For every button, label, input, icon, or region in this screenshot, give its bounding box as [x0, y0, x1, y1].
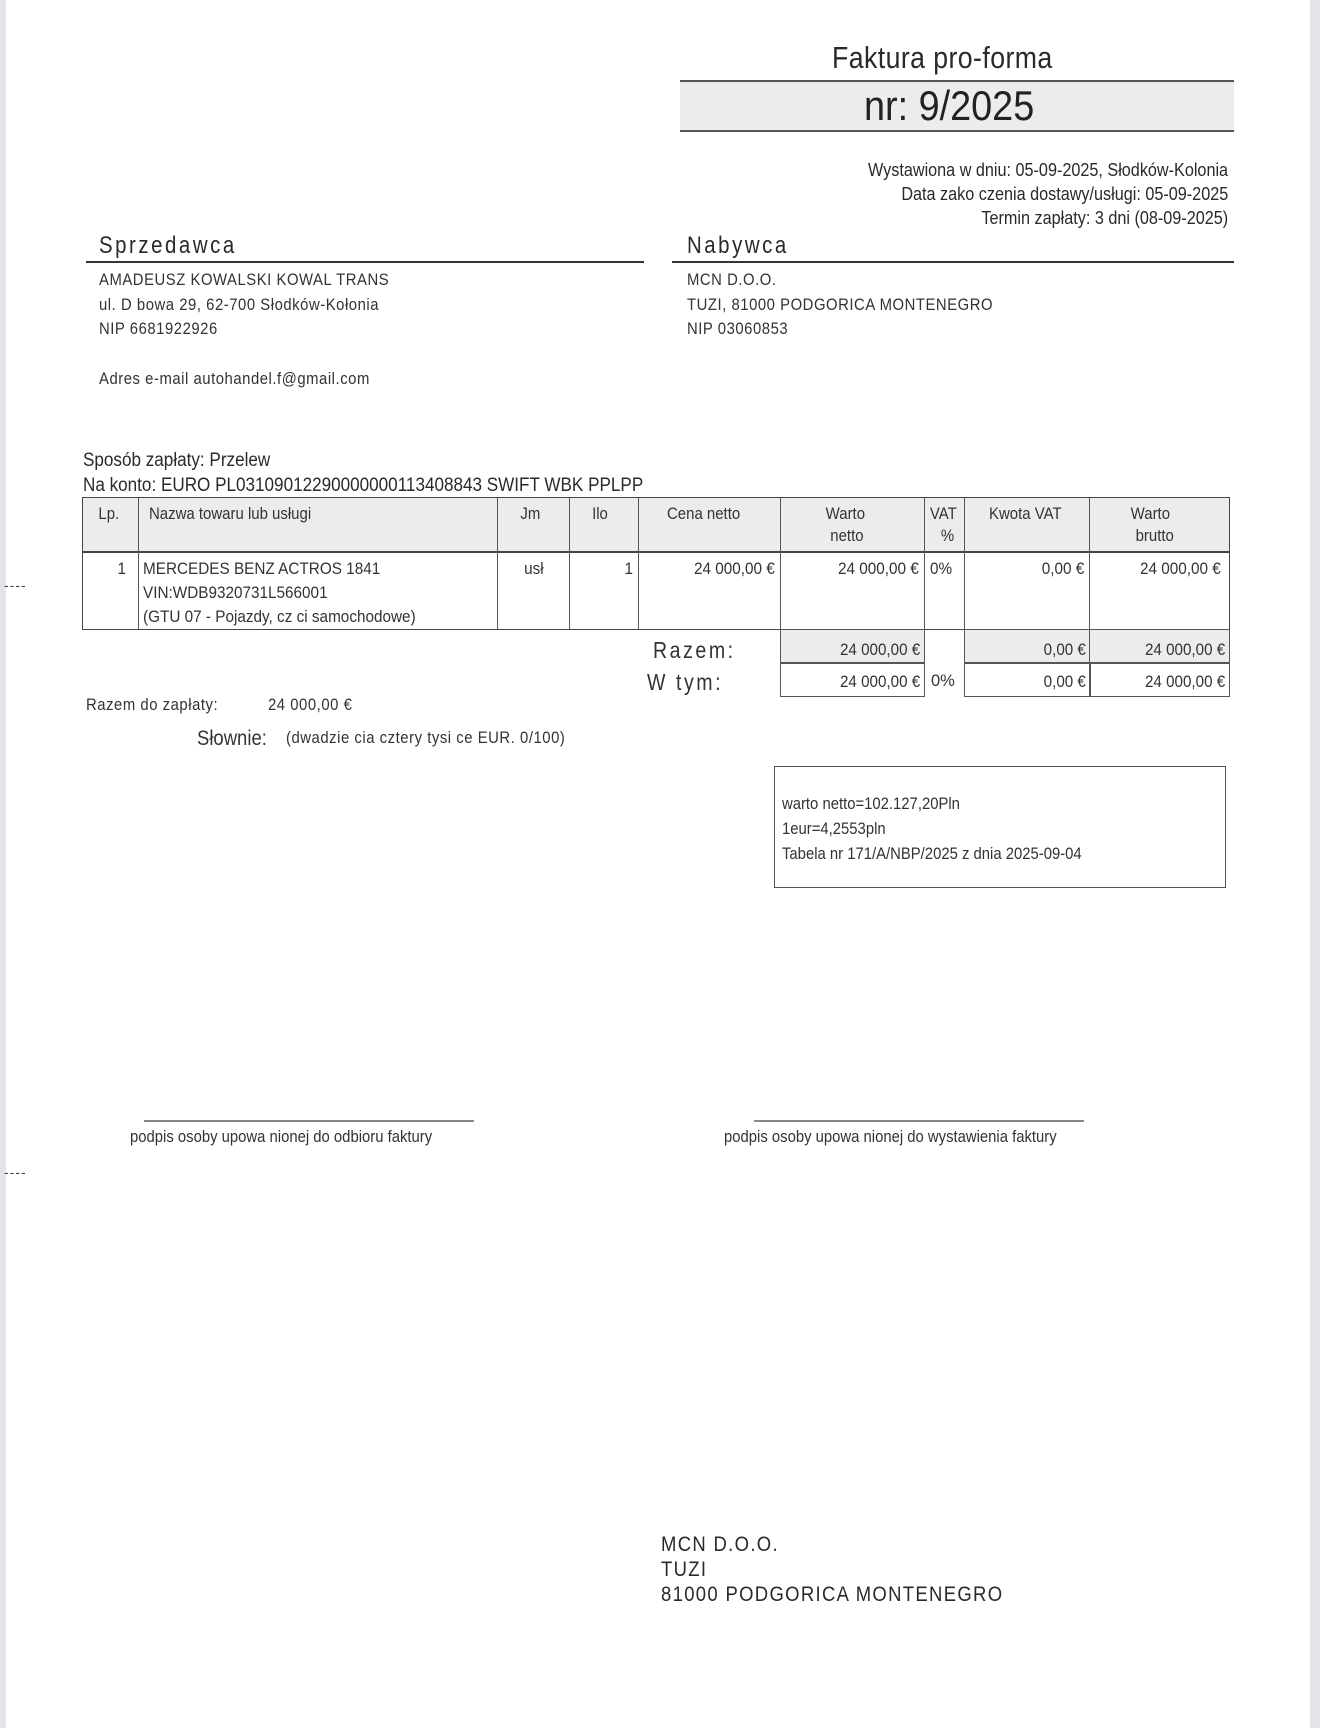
in-words-label: Słownie: [197, 727, 267, 750]
bank-account: Na konto: EURO PL03109012290000000113408843 SWIFT WBK PPLPP [83, 475, 644, 496]
envelope-address-line2: TUZI [661, 1558, 708, 1581]
envelope-address-line3: 81000 PODGORICA MONTENEGRO [661, 1583, 1004, 1606]
totals-incl-label: W tym: [647, 669, 724, 695]
row-qty: 1 [624, 559, 633, 578]
issuer-signature-line [754, 1120, 1084, 1122]
row-net-value: 24 000,00 € [838, 559, 919, 578]
note-line2: 1eur=4,2553pln [782, 820, 886, 838]
row-vat-amount: 0,00 € [1041, 559, 1084, 578]
invoice-number: nr: 9/2025 [864, 82, 1035, 129]
fold-mark-top: ---- [4, 577, 27, 593]
receiver-signature-label: podpis osoby upowa nionej do odbioru faktury [130, 1128, 433, 1146]
exchange-rate-note [774, 766, 1226, 888]
total-net-box [780, 629, 925, 664]
th-qty: Ilo [592, 504, 608, 523]
th-vat-1: VAT [929, 504, 957, 523]
buyer-nip: NIP 03060853 [687, 320, 789, 338]
row-unit-price: 24 000,00 € [694, 559, 775, 578]
row-gross-value: 24 000,00 € [1140, 559, 1221, 578]
total-vat: 0,00 € [1043, 641, 1086, 659]
th-vat-amount: Kwota VAT [989, 504, 1062, 523]
buyer-divider [672, 261, 1234, 263]
incl-net: 24 000,00 € [839, 673, 920, 691]
row-name-line1: MERCEDES BENZ ACTROS 1841 [143, 559, 381, 578]
receiver-signature-line [144, 1120, 474, 1122]
seller-divider [86, 261, 644, 263]
delivery-date: Data zako czenia dostawy/usługi: 05-09-2025 [901, 184, 1228, 204]
total-net: 24 000,00 € [839, 641, 920, 659]
note-line3: Tabela nr 171/A/NBP/2025 z dnia 2025-09-04 [782, 845, 1082, 863]
row-vat-rate: 0% [930, 559, 953, 578]
seller-heading: Sprzedawca [99, 232, 237, 259]
totals-label: Razem: [653, 637, 736, 663]
payment-term: Termin zapłaty: 3 dni (08-09-2025) [981, 208, 1228, 228]
payment-method: Sposób zapłaty: Przelew [83, 450, 271, 471]
th-gross-1: Warto [1130, 504, 1171, 523]
incl-rate: 0% [931, 672, 955, 690]
to-pay-value: 24 000,00 € [268, 696, 353, 714]
note-line1: warto netto=102.127,20Pln [782, 795, 960, 813]
row-lp: 1 [117, 559, 126, 578]
total-gross: 24 000,00 € [1144, 641, 1225, 659]
th-unit: Jm [520, 504, 541, 523]
in-words-value: (dwadzie cia cztery tysi ce EUR. 0/100) [286, 729, 566, 747]
buyer-name: MCN D.O.O. [687, 271, 777, 289]
incl-vat: 0,00 € [1043, 673, 1086, 691]
fold-mark-bottom: ---- [4, 1164, 27, 1180]
to-pay-label: Razem do zapłaty: [86, 696, 219, 714]
row-name-line2: VIN:WDB9320731L566001 [143, 583, 328, 602]
invoice-page [6, 0, 1310, 1728]
issuer-signature-label: podpis osoby upowa nionej do wystawienia faktury [724, 1128, 1057, 1146]
seller-email: Adres e-mail autohandel.f@gmail.com [99, 370, 370, 388]
th-name: Nazwa towaru lub usługi [149, 504, 312, 523]
th-lp: Lp. [98, 504, 120, 523]
envelope-address-line1: MCN D.O.O. [661, 1533, 779, 1556]
incl-gross: 24 000,00 € [1144, 673, 1225, 691]
seller-nip: NIP 6681922926 [99, 320, 218, 338]
items-table [82, 497, 1230, 630]
buyer-address: TUZI, 81000 PODGORICA MONTENEGRO [687, 296, 994, 314]
incl-vat-box [964, 662, 1091, 697]
th-net-1: Warto [825, 504, 866, 523]
row-unit: usł [524, 559, 544, 578]
incl-gross-box [1089, 662, 1230, 697]
buyer-heading: Nabywca [687, 232, 789, 259]
th-unit-price: Cena netto [667, 504, 741, 523]
total-vat-box [964, 629, 1091, 664]
issue-date: Wystawiona w dniu: 05-09-2025, Słodków-Kolonia [867, 160, 1228, 180]
row-name-line3: (GTU 07 - Pojazdy, cz ci samochodowe) [143, 607, 416, 626]
th-gross-2: brutto [1135, 526, 1174, 545]
th-vat-2: % [940, 526, 955, 545]
seller-address: ul. D bowa 29, 62-700 Słodków-Kołonia [99, 296, 380, 314]
total-gross-box [1089, 629, 1230, 664]
invoice-title: Faktura pro-forma [832, 40, 1053, 75]
th-net-2: netto [830, 526, 864, 545]
incl-net-box [780, 662, 925, 697]
seller-name: AMADEUSZ KOWALSKI KOWAL TRANS [99, 271, 390, 289]
